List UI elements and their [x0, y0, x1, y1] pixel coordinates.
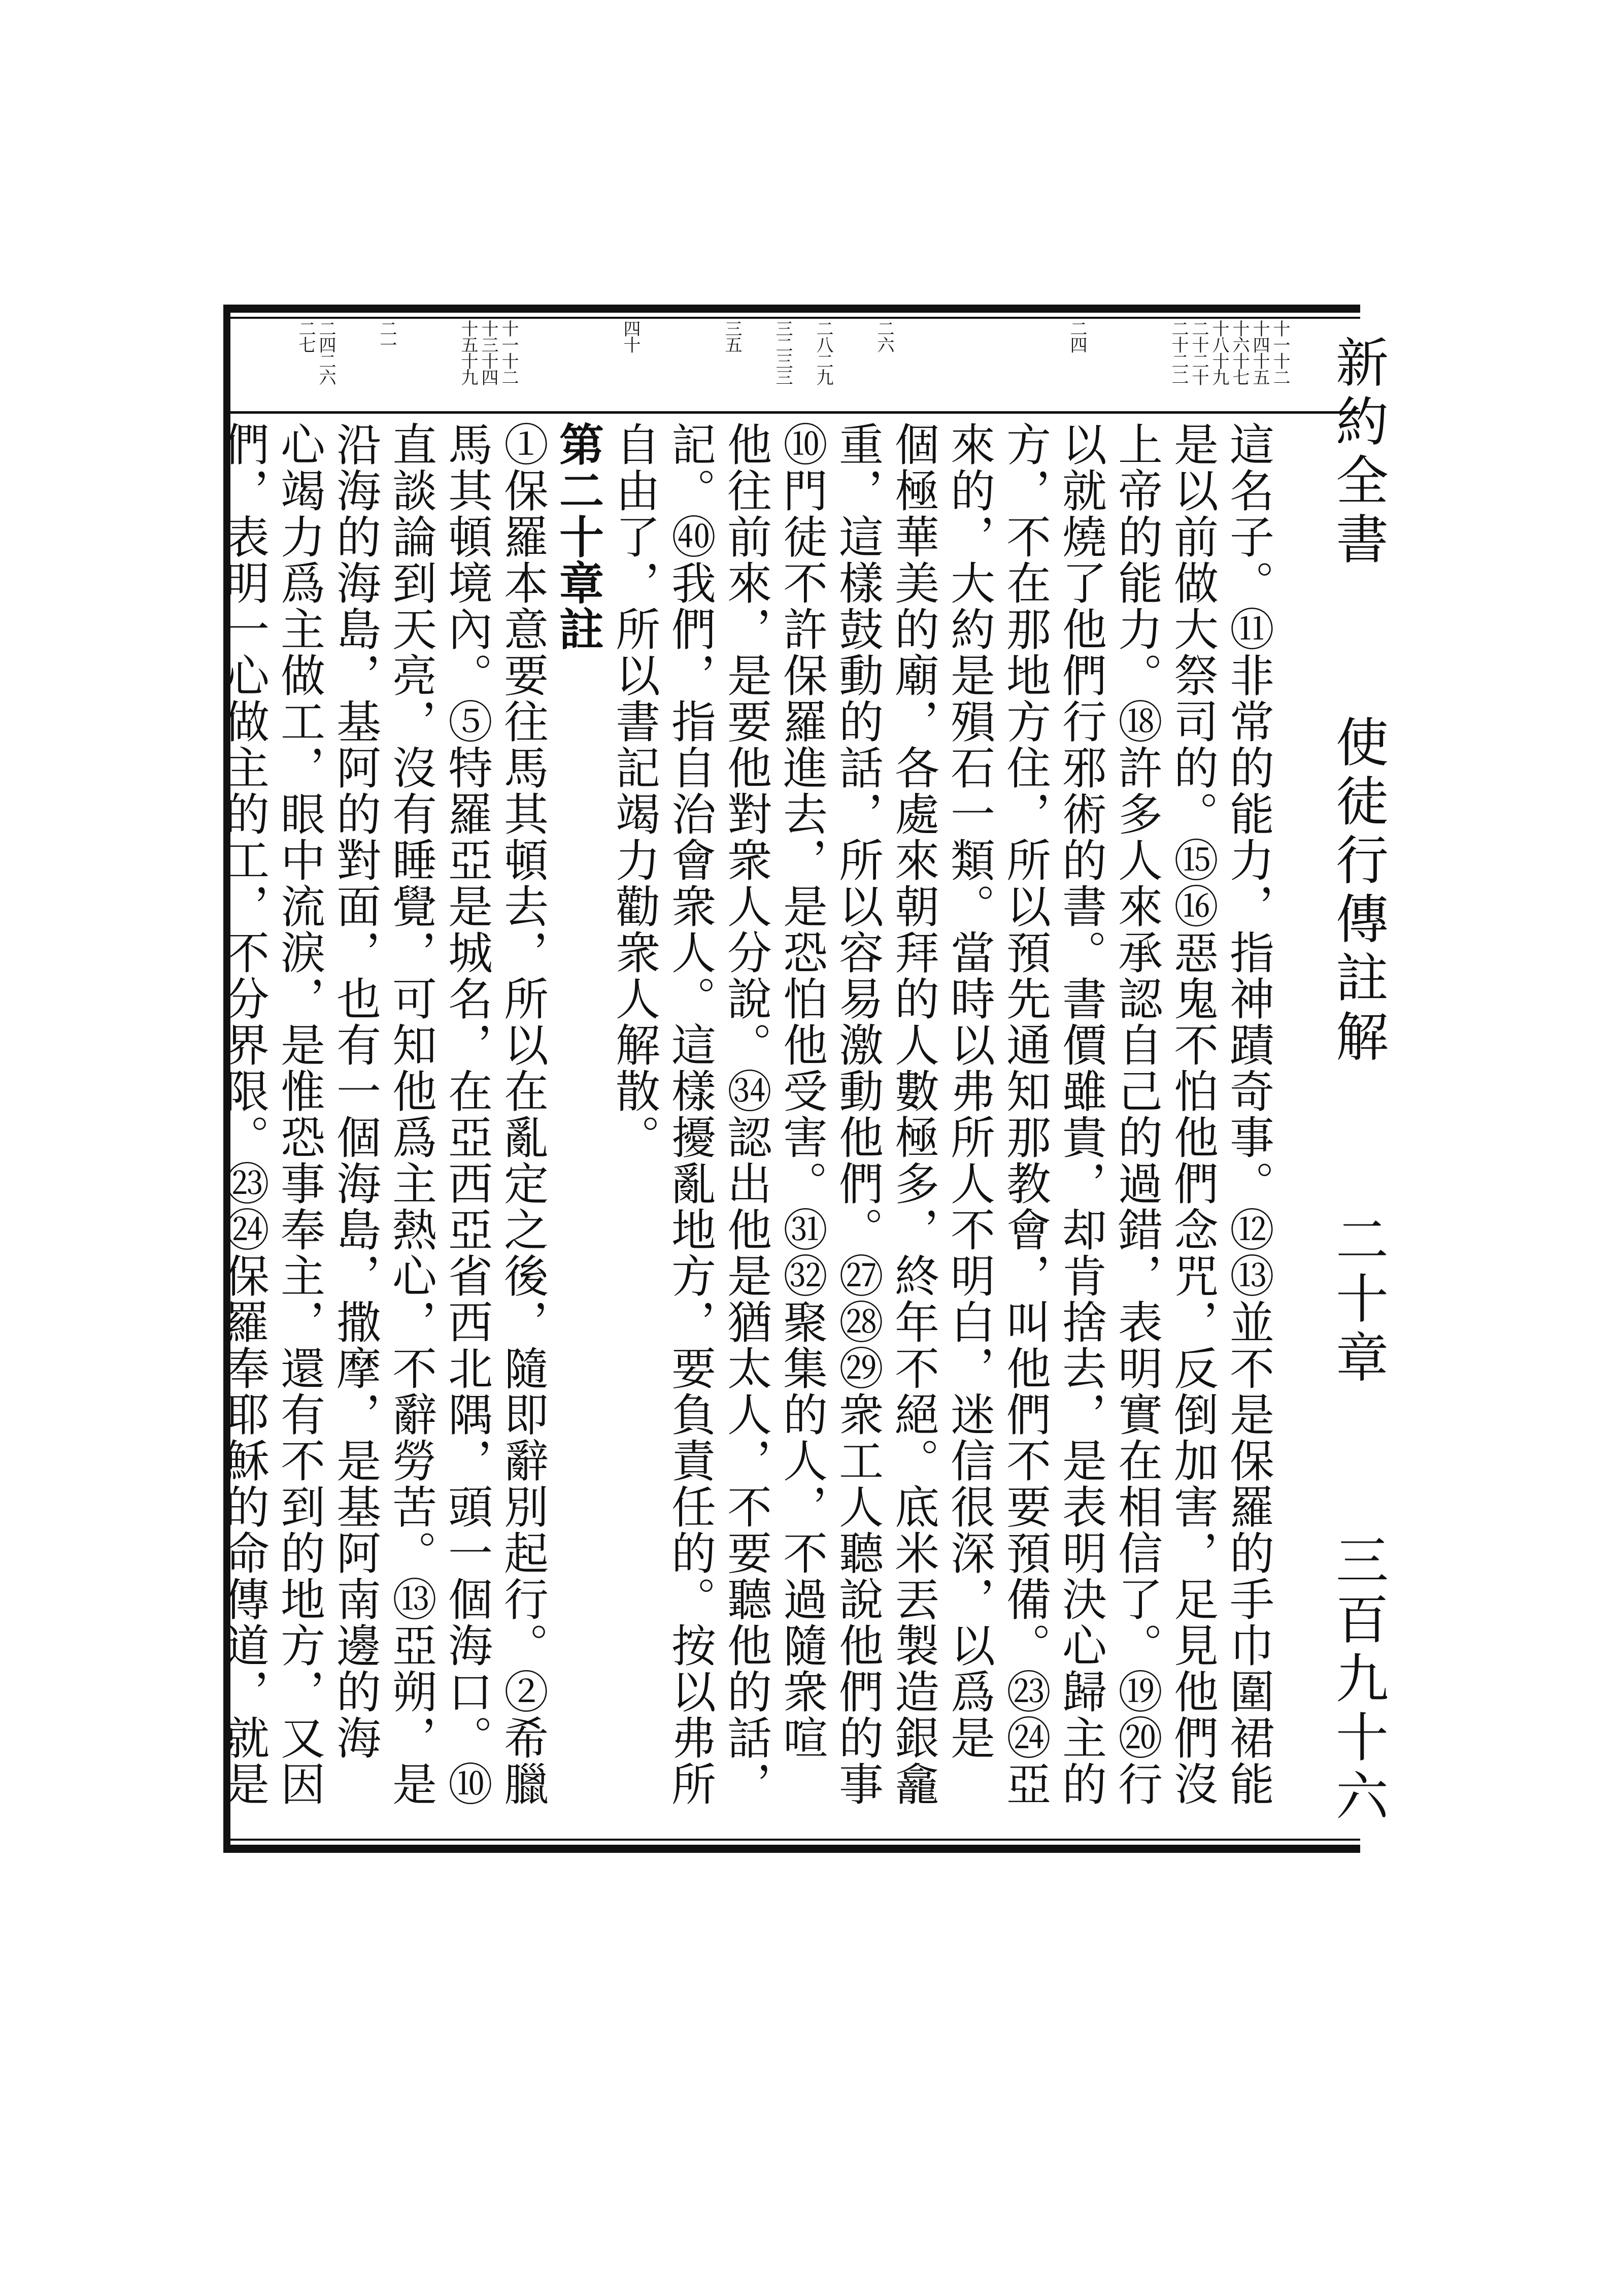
chapter-heading: 第二十章註	[552, 421, 605, 652]
verse-ref: 十一十二	[1270, 320, 1290, 385]
verse-ref: 十三十四	[478, 320, 498, 385]
running-header	[1325, 335, 1391, 1827]
verse-ref: 二十二十	[1189, 320, 1209, 385]
verse-ref: 二六	[874, 320, 894, 352]
verse-ref: 二四二六	[316, 320, 336, 385]
text-column: ⑩門徒不許保羅進去，是恐怕他受害。㉛㉜聚集的人，不過隨衆喧	[776, 421, 828, 1761]
text-column: 以就燒了他們行邪術的書。書價雖貴，却肯捨去，是表明決心歸主的	[1055, 421, 1107, 1807]
text-column: 重，這樣鼓動的話，所以容易激動他們。㉗㉘㉙衆工人聽說他們的事	[832, 421, 884, 1807]
text-column: 是以前做大祭司的。⑮⑯惡鬼不怕他們念咒，反倒加害，足見他們沒	[1167, 421, 1219, 1807]
verse-ref: 二八二九	[813, 320, 833, 385]
text-column: 這名子。⑪非常的能力，指神蹟奇事。⑫⑬並不是保羅的手巾圍裙能	[1223, 421, 1275, 1807]
text-column: 個極華美的廟，各處來朝拜的人數極多，終年不絕。底米丟製造銀龕	[888, 421, 940, 1807]
verse-ref: 二十二二	[1168, 320, 1189, 385]
text-column: 自由了，所以書記竭力勸衆人解散。	[609, 421, 661, 1160]
top-border	[223, 305, 1360, 313]
text-column: 心竭力爲主做工，眼中流淚，是惟恐事奉主，還有不到的地方，又因	[274, 421, 326, 1807]
text-column: 上帝的能力。⑱許多人來承認自己的過錯，表明實在相信了。⑲⑳行	[1111, 421, 1163, 1807]
text-column: 來的，大約是殞石一類。當時以弗所人不明白，迷信很深，以爲是	[944, 421, 996, 1761]
text-column: 沿海的海島，基阿的對面，也有一個海島，撒摩，是基阿南邊的海	[329, 421, 382, 1761]
verse-ref: 十四十五	[1250, 320, 1270, 385]
text-column: 記。㊵我們，指自治會衆人。這樣擾亂地方，要負責任的。按以弗所	[664, 421, 717, 1807]
verse-ref: 三二三三	[772, 320, 793, 385]
bottom-border-thin	[223, 1839, 1360, 1841]
verse-ref: 十八十九	[1209, 320, 1229, 385]
verse-ref: 四十	[620, 320, 641, 352]
section-title: 使徒行傳註解	[1327, 715, 1389, 1068]
verse-ref: 二四	[1067, 320, 1087, 352]
verse-reference-strip	[233, 320, 1360, 406]
chapter-label: 二十章	[1327, 1212, 1389, 1389]
verse-ref: 十一十二	[498, 320, 519, 385]
verse-ref: 十五十九	[458, 320, 478, 385]
commentary-text	[218, 421, 1289, 1833]
text-column: ①保羅本意要往馬其頓去，所以在亂定之後，隨即辭別起行。②希臘	[497, 421, 549, 1807]
book-title: 新約全書	[1327, 335, 1389, 571]
text-column: 方，不在那地方住，所以預先通知那教會，叫他們不要預備。㉓㉔亞	[999, 421, 1052, 1807]
text-column: 直談論到天亮，沒有睡覺，可知他爲主熱心，不辭勞苦。⑬亞朔，是	[385, 421, 437, 1807]
reference-divider	[223, 411, 1360, 414]
page-frame	[218, 305, 1389, 1853]
page-number: 三百九十六	[1327, 1533, 1389, 1827]
verse-ref: 十六十七	[1229, 320, 1250, 385]
bottom-border	[223, 1845, 1360, 1853]
verse-ref: 三五	[722, 320, 742, 352]
text-column: 他往前來，是要他對衆人分說。㉞認出他是猶太人，不要聽他的話，	[720, 421, 772, 1807]
text-column: 們，表明一心做主的工，不分界限。㉓㉔保羅奉耶穌的命傳道，就是	[218, 421, 270, 1807]
top-border-thin	[223, 317, 1360, 319]
text-column: 馬其頓境內。⑤特羅亞是城名，在亞西亞省西北隅，頭一個海口。⑩	[441, 421, 493, 1807]
verse-ref: 二七	[295, 320, 316, 352]
verse-ref: 二一	[377, 320, 397, 352]
